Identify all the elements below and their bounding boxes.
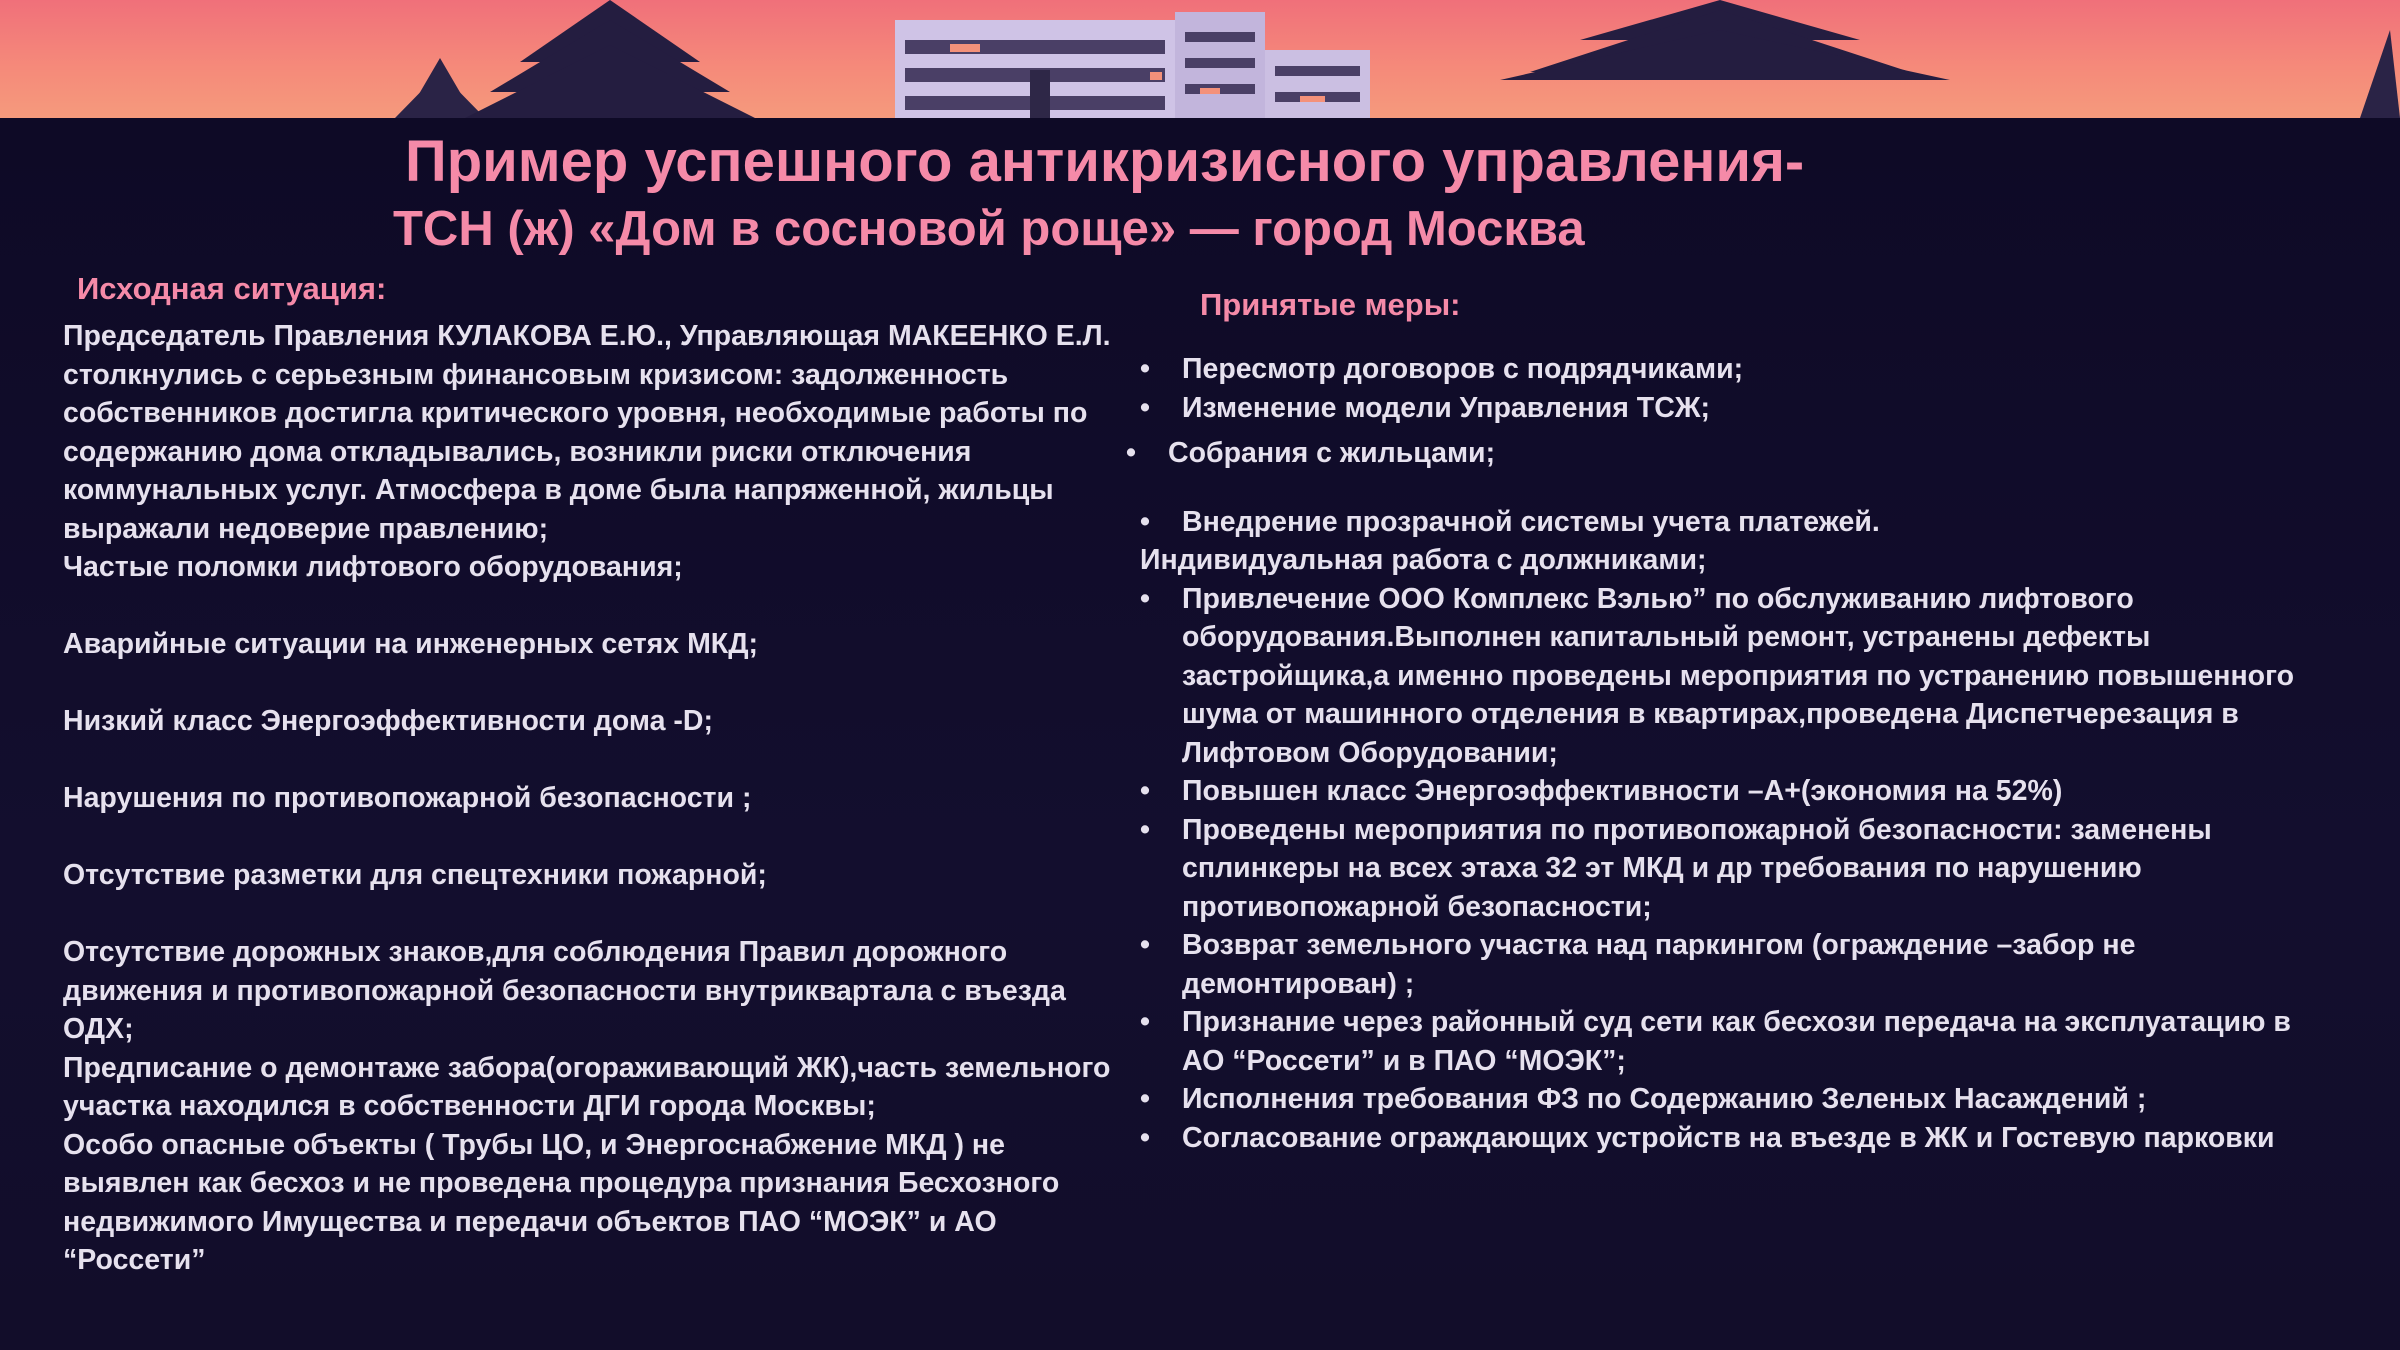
- header-illustration: [0, 0, 2400, 118]
- situation-item: Отсутствие разметки для спецтехники пожарной;: [63, 859, 767, 891]
- slide-title: Пример успешного антикризисного управления-: [405, 129, 1805, 194]
- pine-trees-building-illustration: [0, 0, 2400, 118]
- measure-item: • Внедрение прозрачной системы учета платежей.: [1140, 503, 2340, 542]
- situation-item: Председатель Правления КУЛАКОВА Е.Ю., Управляющая МАКЕЕНКО Е.Л. столкнулись с серьезным финансовым кризисом: задолженность собственников достигла критического уровня, необходимые работы по содержанию дома откладывались, возникли риски отключения коммунальных услуг. Атмосфера в доме была напряженной, жильцы выражали недоверие правлению;: [63, 320, 1111, 545]
- measure-item: • Признание через районный суд сети как бесхози передача на эксплуатацию в АО “Россети” и в ПАО “МОЭК”;: [1140, 1003, 2340, 1080]
- situation-item: Особо опасные объекты ( Трубы ЦО, и Энергоснабжение МКД ) не выявлен как бесхоз и не проведена процедура признания Бесхозного недвижимого Имущества и передачи объектов ПАО “МОЭК” и АО “Россети”: [63, 1128, 1060, 1276]
- measure-item: • Собрания с жильцами;: [1126, 434, 2340, 473]
- measure-item: • Пересмотр договоров с подрядчиками;: [1140, 350, 2340, 389]
- measure-item: • Проведены мероприятия по противопожарной безопасности: заменены сплинкеры на всех этаха 32 эт МКД и др требования по нарушению противопожарной безопасности;: [1140, 811, 2340, 927]
- initial-situation-list: [63, 317, 1113, 1280]
- measure-item: • Повышен класс Энергоэффективности –А+(экономия на 52%): [1140, 772, 2340, 811]
- measure-item: Индивидуальная работа с должниками;: [1140, 544, 1707, 576]
- slide-subtitle: ТСН (ж) «Дом в сосновой роще» — город Москва: [393, 202, 1585, 256]
- measure-item: • Привлечение ООО Комплекс Вэлью” по обслуживанию лифтового оборудования.Выполнен капитальный ремонт, устранены дефекты застройщика,а именно проведены мероприятия по устранению повышенного шума от машинного отделения в квартирах,проведена Диспетчерезация в Лифтовом Оборудовании;: [1140, 580, 2340, 773]
- situation-item: Нарушения по противопожарной безопасности ;: [63, 782, 752, 814]
- measures-heading: Принятые меры:: [1200, 287, 1461, 322]
- measure-item: • Возврат земельного участка над паркингом (ограждение –забор не демонтирован) ;: [1140, 926, 2340, 1003]
- situation-item: Аварийные ситуации на инженерных сетях МКД;: [63, 628, 758, 660]
- situation-item: Предписание о демонтаже забора(огораживающий ЖК),часть земельного участка находился в собственности ДГИ города Москвы;: [63, 1051, 1111, 1122]
- initial-situation-heading: Исходная ситуация:: [77, 271, 387, 306]
- measures-list: [1140, 350, 2340, 1157]
- measure-item: • Согласование ограждающих устройств на въезде в ЖК и Гостевую парковки: [1140, 1119, 2340, 1158]
- situation-item: Низкий класс Энергоэффективности дома -D;: [63, 705, 713, 737]
- situation-item: Отсутствие дорожных знаков,для соблюдения Правил дорожного движения и противопожарной безопасности внутриквартала с въезда ОДХ;: [63, 936, 1066, 1045]
- measure-item: • Исполнения требования ФЗ по Содержанию Зеленых Насаждений ;: [1140, 1080, 2340, 1119]
- situation-item: Частые поломки лифтового оборудования;: [63, 551, 683, 583]
- measure-item: • Изменение модели Управления ТСЖ;: [1140, 389, 2340, 428]
